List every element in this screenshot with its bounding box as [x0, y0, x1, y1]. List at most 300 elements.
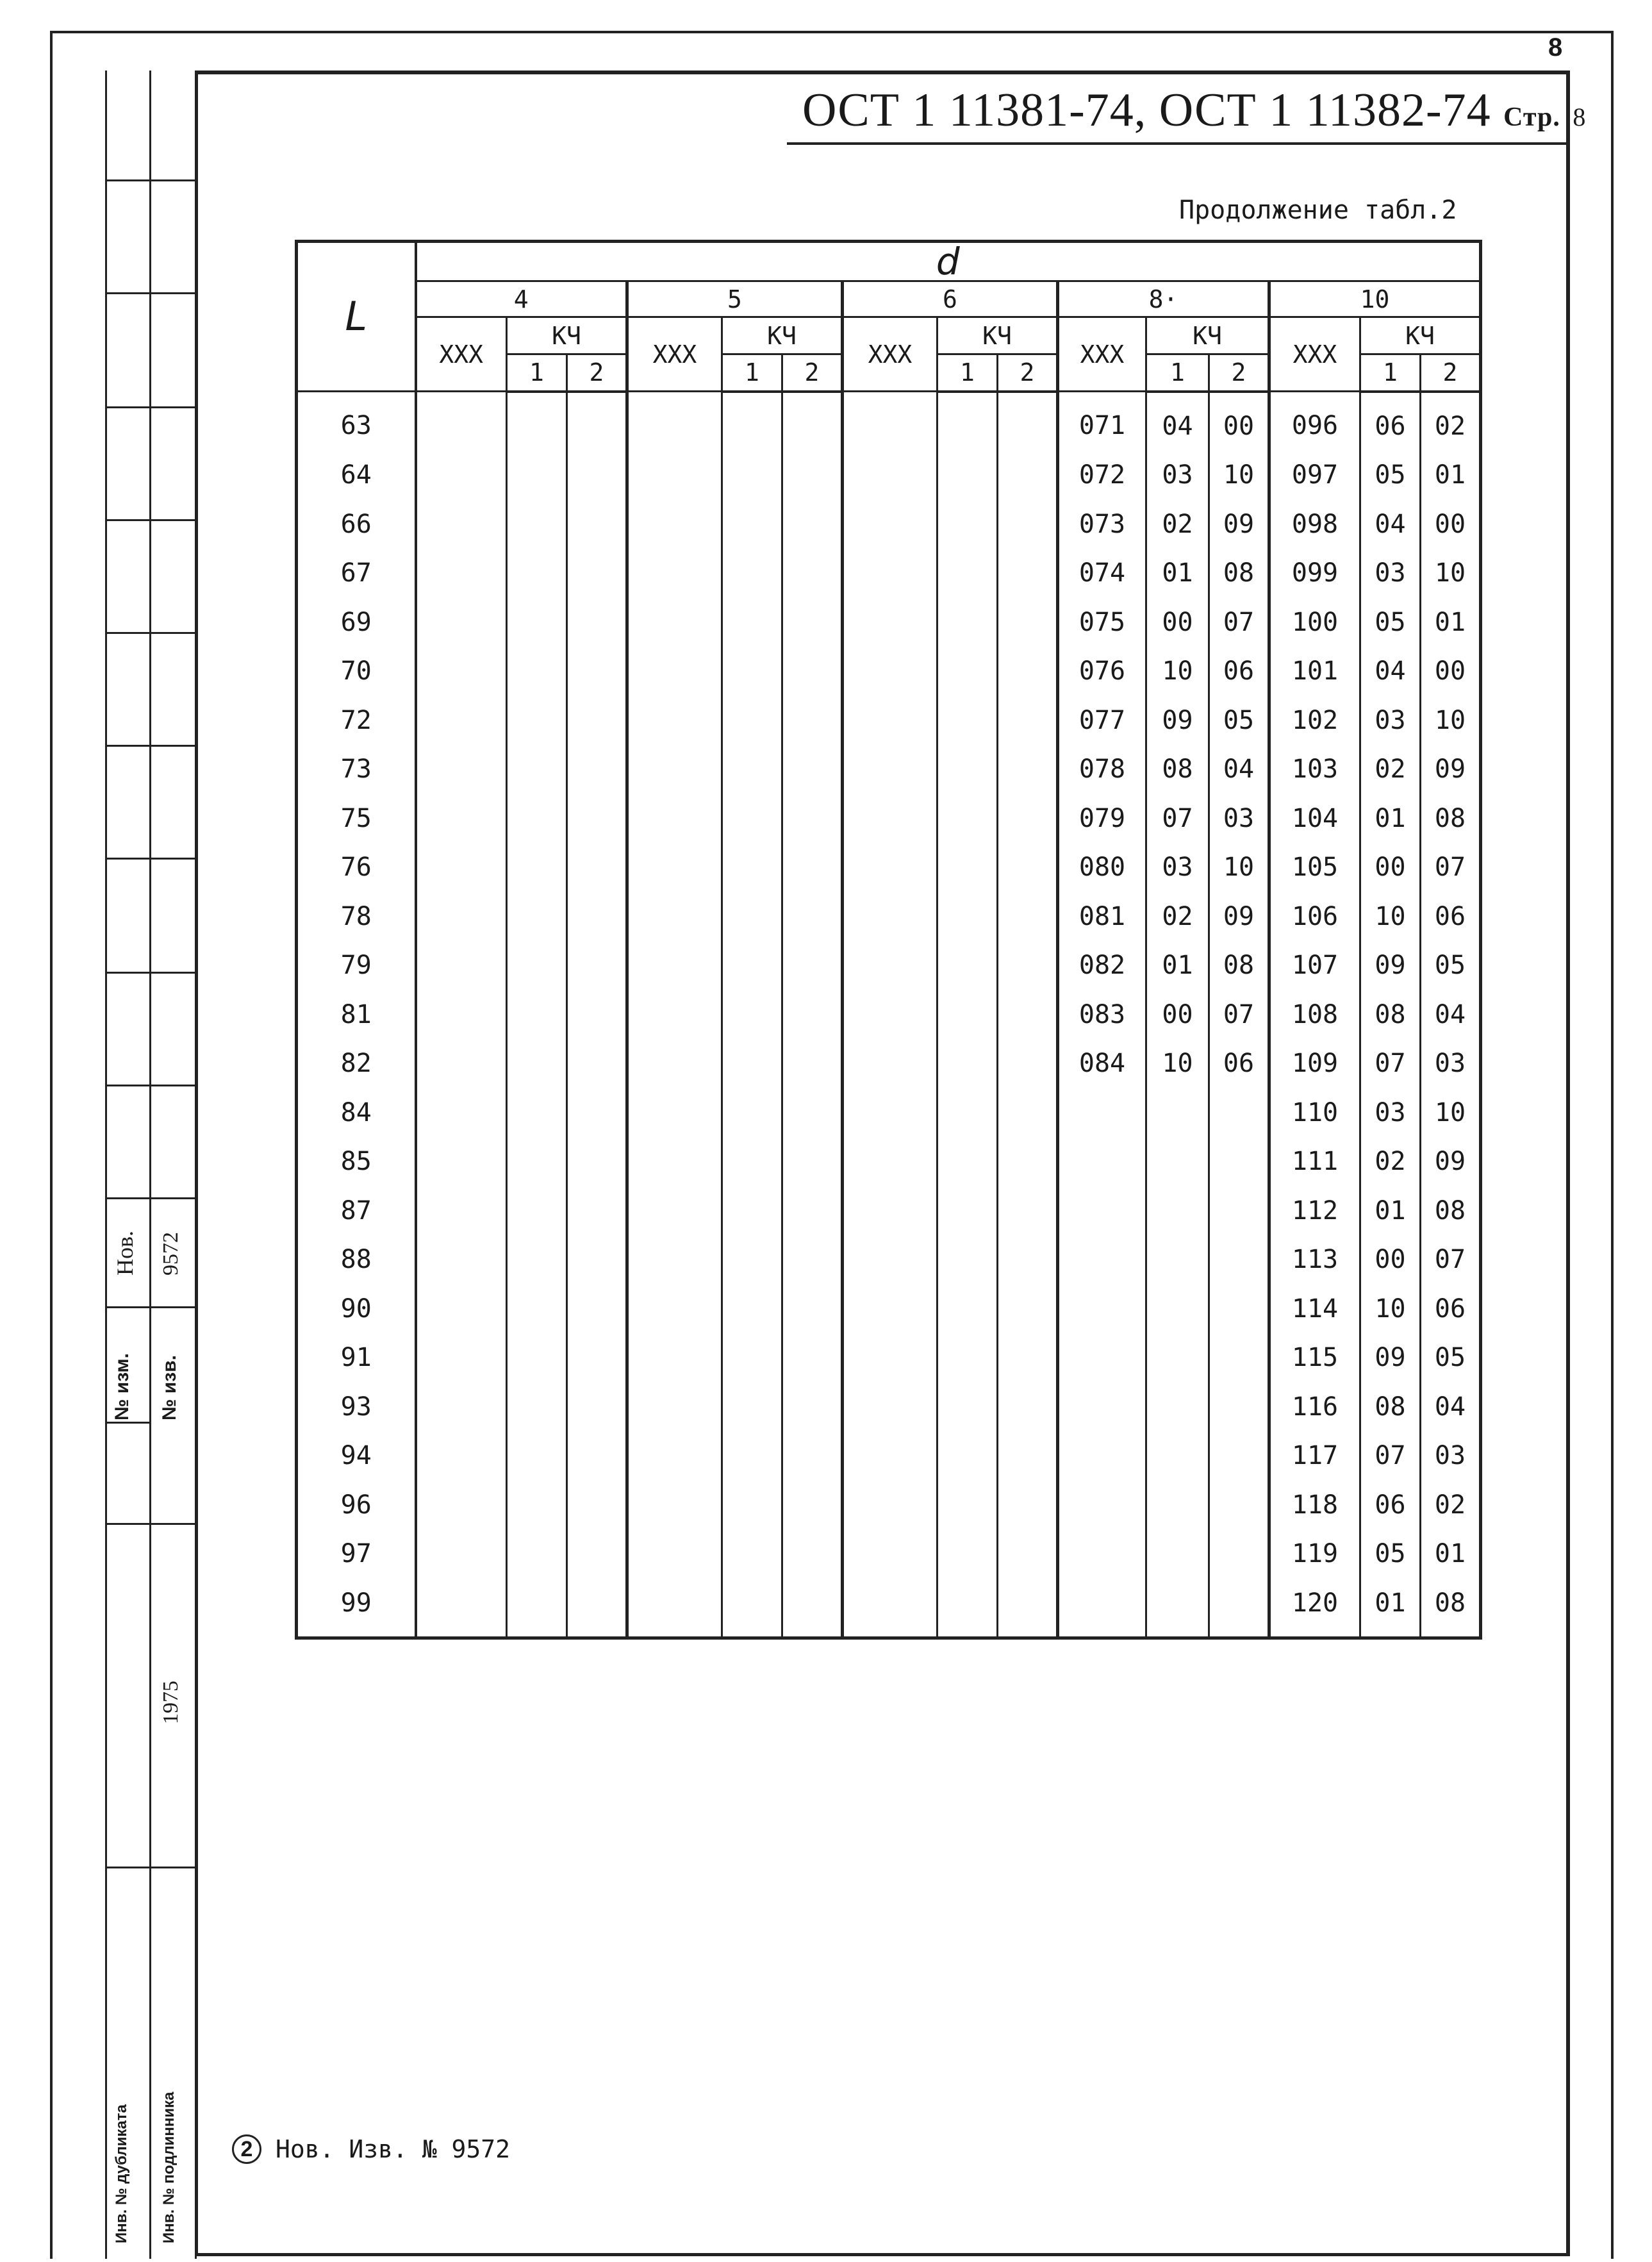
cell-kch [722, 1431, 782, 1481]
kch-sub-header: 1 [938, 354, 998, 392]
cell-kch [782, 1186, 843, 1236]
cell-xxx [416, 1333, 507, 1383]
cell-xxx [627, 451, 722, 500]
cell-kch [938, 1481, 998, 1530]
cell-l: 88 [297, 1235, 416, 1285]
table-row [297, 1481, 1481, 1530]
cell-xxx [627, 598, 722, 647]
cell-l: 93 [297, 1383, 416, 1432]
cell-kch [722, 892, 782, 942]
cell-xxx: 100 [1269, 598, 1360, 647]
cell-kch [1209, 1579, 1269, 1638]
column-header-d: d [416, 242, 1481, 281]
table-row [297, 941, 1481, 990]
cell-xxx [627, 794, 722, 844]
cell-kch: 10 [1209, 451, 1269, 500]
cell-kch: 03 [1360, 696, 1421, 745]
cell-xxx: 097 [1269, 451, 1360, 500]
cell-kch [938, 1333, 998, 1383]
cell-kch [1146, 1383, 1209, 1432]
cell-kch [998, 1481, 1058, 1530]
cell-xxx [416, 1579, 507, 1638]
cell-xxx: 082 [1058, 941, 1146, 990]
page-number: 8 [1573, 103, 1587, 131]
cell-xxx [416, 1039, 507, 1088]
cell-xxx: 108 [1269, 990, 1360, 1040]
cell-kch [567, 1088, 627, 1138]
table-row [297, 1137, 1481, 1186]
cell-kch: 04 [1146, 392, 1209, 451]
cell-kch [782, 745, 843, 794]
cell-kch [782, 598, 843, 647]
cell-xxx [843, 1579, 938, 1638]
cell-kch: 08 [1209, 941, 1269, 990]
cell-kch: 10 [1421, 1088, 1481, 1138]
cell-kch: 09 [1421, 745, 1481, 794]
cell-xxx [843, 598, 938, 647]
cell-kch [782, 1235, 843, 1285]
cell-xxx [843, 1088, 938, 1138]
side-strip-outer-column [105, 71, 151, 2259]
cell-kch [567, 794, 627, 844]
cell-kch [782, 1088, 843, 1138]
cell-xxx [627, 1137, 722, 1186]
cell-kch: 04 [1360, 647, 1421, 696]
cell-xxx [627, 1579, 722, 1638]
cell-kch [1209, 1235, 1269, 1285]
cell-kch: 03 [1360, 1088, 1421, 1138]
cell-kch [1146, 1579, 1209, 1638]
cell-xxx [416, 647, 507, 696]
cell-l: 69 [297, 598, 416, 647]
table-row [297, 549, 1481, 598]
cell-xxx [843, 843, 938, 892]
cell-kch [998, 892, 1058, 942]
cell-xxx [416, 990, 507, 1040]
strip-divider [105, 1523, 195, 1525]
cell-kch [782, 892, 843, 942]
cell-kch [782, 549, 843, 598]
cell-xxx: 072 [1058, 451, 1146, 500]
cell-kch: 00 [1360, 1235, 1421, 1285]
cell-xxx [416, 794, 507, 844]
cell-kch: 09 [1421, 1137, 1481, 1186]
cell-kch [1146, 1529, 1209, 1579]
cell-kch [998, 794, 1058, 844]
cell-l: 81 [297, 990, 416, 1040]
cell-xxx [416, 745, 507, 794]
izv-number: 9572 [159, 1232, 183, 1276]
cell-kch: 07 [1360, 1431, 1421, 1481]
cell-kch [567, 990, 627, 1040]
kch-sub-header: 1 [722, 354, 782, 392]
cell-xxx: 079 [1058, 794, 1146, 844]
table-row [297, 843, 1481, 892]
cell-kch [722, 1235, 782, 1285]
cell-kch [722, 1481, 782, 1530]
cell-kch [938, 1186, 998, 1236]
cell-xxx [627, 892, 722, 942]
year-stamp: 1975 [159, 1681, 183, 1724]
cell-l: 99 [297, 1579, 416, 1638]
cell-kch [782, 990, 843, 1040]
cell-kch [782, 451, 843, 500]
cell-kch: 05 [1421, 941, 1481, 990]
cell-kch [998, 451, 1058, 500]
kch-sub-header: 2 [567, 354, 627, 392]
cell-kch [938, 1579, 998, 1638]
cell-kch [567, 1383, 627, 1432]
strip-divider [105, 179, 195, 181]
cell-kch [938, 1383, 998, 1432]
cell-xxx [1058, 1431, 1146, 1481]
cell-kch [507, 892, 567, 942]
cell-kch: 10 [1146, 647, 1209, 696]
cell-xxx [627, 990, 722, 1040]
kch-header: КЧ [722, 317, 843, 354]
cell-xxx [627, 843, 722, 892]
cell-kch [567, 549, 627, 598]
strip-divider [105, 632, 195, 634]
cell-kch: 00 [1209, 392, 1269, 451]
cell-kch [782, 500, 843, 549]
cell-kch [507, 1529, 567, 1579]
cell-xxx: 074 [1058, 549, 1146, 598]
cell-xxx [843, 392, 938, 451]
cell-kch [507, 1088, 567, 1138]
cell-kch [782, 794, 843, 844]
cell-l: 94 [297, 1431, 416, 1481]
cell-kch: 07 [1421, 843, 1481, 892]
cell-kch [782, 647, 843, 696]
cell-kch [938, 1039, 998, 1088]
cell-kch [1209, 1431, 1269, 1481]
cell-kch [722, 941, 782, 990]
cell-kch [1146, 1333, 1209, 1383]
cell-xxx: 107 [1269, 941, 1360, 990]
cell-kch [782, 941, 843, 990]
strip-divider [105, 519, 195, 521]
cell-xxx [843, 451, 938, 500]
cell-kch [567, 1431, 627, 1481]
cell-xxx [1058, 1285, 1146, 1334]
cell-xxx [627, 1431, 722, 1481]
cell-kch [998, 1579, 1058, 1638]
kch-header: КЧ [1360, 317, 1481, 354]
cell-l: 78 [297, 892, 416, 942]
cell-kch [998, 1333, 1058, 1383]
izv-label: № изв. [159, 1355, 180, 1420]
cell-kch [782, 1137, 843, 1186]
cell-kch: 01 [1360, 1186, 1421, 1236]
cell-kch [782, 843, 843, 892]
cell-kch: 00 [1421, 647, 1481, 696]
cell-kch [998, 1529, 1058, 1579]
cell-kch [507, 1235, 567, 1285]
cell-kch: 05 [1360, 451, 1421, 500]
cell-xxx: 080 [1058, 843, 1146, 892]
cell-kch [998, 745, 1058, 794]
cell-kch: 04 [1360, 500, 1421, 549]
izm-label: № изм. [112, 1353, 133, 1420]
d-value-header: 6 [843, 281, 1058, 317]
cell-kch: 06 [1360, 392, 1421, 451]
cell-kch [938, 1137, 998, 1186]
cell-l: 87 [297, 1186, 416, 1236]
cell-kch [722, 843, 782, 892]
cell-kch [938, 647, 998, 696]
footer-note-text: Нов. Изв. № 9572 [276, 2135, 511, 2163]
cell-kch [782, 1333, 843, 1383]
cell-l: 72 [297, 696, 416, 745]
cell-kch [722, 1088, 782, 1138]
cell-xxx [416, 1481, 507, 1530]
cell-kch [1209, 1383, 1269, 1432]
cell-kch: 01 [1360, 794, 1421, 844]
cell-kch: 00 [1421, 500, 1481, 549]
cell-xxx [416, 843, 507, 892]
cell-xxx [416, 1285, 507, 1334]
cell-xxx: 104 [1269, 794, 1360, 844]
cell-kch [507, 843, 567, 892]
cell-xxx [843, 647, 938, 696]
cell-kch [938, 1529, 998, 1579]
cell-xxx [1058, 1481, 1146, 1530]
cell-kch: 03 [1360, 549, 1421, 598]
cell-xxx: 101 [1269, 647, 1360, 696]
cell-xxx [843, 1285, 938, 1334]
cell-l: 63 [297, 392, 416, 451]
cell-xxx [1058, 1333, 1146, 1383]
cell-kch: 09 [1360, 941, 1421, 990]
cell-kch [782, 1431, 843, 1481]
cell-kch: 10 [1209, 843, 1269, 892]
cell-kch [567, 1186, 627, 1236]
cell-xxx [416, 1383, 507, 1432]
table-row [297, 990, 1481, 1040]
cell-kch: 10 [1146, 1039, 1209, 1088]
cell-kch [1146, 1088, 1209, 1138]
cell-xxx [627, 500, 722, 549]
cell-xxx [416, 696, 507, 745]
strip-divider [105, 858, 195, 860]
cell-kch [938, 598, 998, 647]
cell-xxx [416, 1235, 507, 1285]
cell-kch: 04 [1209, 745, 1269, 794]
cell-kch [722, 794, 782, 844]
cell-xxx [627, 647, 722, 696]
cell-kch: 00 [1146, 990, 1209, 1040]
cell-kch: 09 [1146, 696, 1209, 745]
cell-kch [507, 1481, 567, 1530]
table-row [297, 1235, 1481, 1285]
cell-kch: 03 [1209, 794, 1269, 844]
cell-xxx [627, 1088, 722, 1138]
cell-xxx [416, 1431, 507, 1481]
cell-xxx: 110 [1269, 1088, 1360, 1138]
cell-xxx: 073 [1058, 500, 1146, 549]
cell-xxx: 114 [1269, 1285, 1360, 1334]
cell-xxx: 098 [1269, 500, 1360, 549]
strip-divider [105, 745, 195, 747]
cell-kch: 02 [1360, 745, 1421, 794]
xxx-header: XXX [1269, 317, 1360, 392]
cell-kch [938, 451, 998, 500]
cell-kch: 02 [1360, 1137, 1421, 1186]
cell-kch [998, 990, 1058, 1040]
cell-kch: 02 [1421, 392, 1481, 451]
cell-kch [722, 1383, 782, 1432]
cell-xxx [416, 392, 507, 451]
cell-kch [938, 1088, 998, 1138]
cell-kch [998, 1039, 1058, 1088]
cell-kch [1146, 1285, 1209, 1334]
side-strip-inner-column [149, 71, 197, 2259]
cell-l: 73 [297, 745, 416, 794]
cell-kch [1209, 1137, 1269, 1186]
cell-xxx [1058, 1137, 1146, 1186]
table-row [297, 500, 1481, 549]
table-row [297, 1383, 1481, 1432]
cell-kch: 06 [1421, 1285, 1481, 1334]
cell-xxx: 078 [1058, 745, 1146, 794]
strip-divider [105, 1085, 195, 1086]
cell-kch [507, 598, 567, 647]
table-row [297, 745, 1481, 794]
corner-page-number: 8 [1548, 33, 1563, 62]
cell-xxx [627, 392, 722, 451]
cell-kch: 09 [1209, 892, 1269, 942]
cell-kch [782, 1529, 843, 1579]
nov-label: Нов. [112, 1231, 138, 1276]
d-value-header: 10 [1269, 281, 1481, 317]
cell-kch [507, 1383, 567, 1432]
cell-xxx [416, 941, 507, 990]
cell-kch [998, 598, 1058, 647]
cell-xxx [627, 1285, 722, 1334]
cell-l: 76 [297, 843, 416, 892]
cell-kch [567, 1579, 627, 1638]
table-row [297, 1431, 1481, 1481]
kch-sub-header: 1 [1360, 354, 1421, 392]
cell-kch [507, 500, 567, 549]
cell-kch [1209, 1285, 1269, 1334]
cell-kch [507, 392, 567, 451]
cell-kch [567, 1529, 627, 1579]
cell-kch: 02 [1421, 1481, 1481, 1530]
cell-xxx [843, 696, 938, 745]
table-row [297, 892, 1481, 942]
cell-kch [782, 1285, 843, 1334]
cell-kch [567, 843, 627, 892]
cell-kch [567, 696, 627, 745]
cell-kch [567, 941, 627, 990]
cell-kch [567, 892, 627, 942]
cell-xxx [416, 598, 507, 647]
kch-sub-header: 2 [782, 354, 843, 392]
cell-kch: 06 [1421, 892, 1481, 942]
cell-xxx: 096 [1269, 392, 1360, 451]
cell-xxx: 111 [1269, 1137, 1360, 1186]
cell-xxx: 106 [1269, 892, 1360, 942]
footer-note [232, 2134, 510, 2164]
cell-kch: 03 [1146, 843, 1209, 892]
cell-kch [998, 1088, 1058, 1138]
cell-xxx: 083 [1058, 990, 1146, 1040]
cell-xxx [416, 1137, 507, 1186]
table-row [297, 1088, 1481, 1138]
cell-kch [722, 1137, 782, 1186]
cell-kch: 01 [1421, 1529, 1481, 1579]
cell-kch: 05 [1360, 598, 1421, 647]
d-value-header: 5 [627, 281, 843, 317]
cell-kch [998, 696, 1058, 745]
cell-xxx [843, 745, 938, 794]
cell-kch: 01 [1146, 549, 1209, 598]
inv-podl-label: Инв. № подлинника [160, 2092, 178, 2243]
table-row [297, 1529, 1481, 1579]
cell-kch [938, 843, 998, 892]
cell-kch: 04 [1421, 1383, 1481, 1432]
cell-kch [938, 500, 998, 549]
table-row [297, 451, 1481, 500]
cell-xxx [1058, 1235, 1146, 1285]
cell-kch [567, 647, 627, 696]
d-value-header: 8· [1058, 281, 1269, 317]
cell-kch [782, 392, 843, 451]
cell-kch: 08 [1421, 794, 1481, 844]
cell-xxx: 118 [1269, 1481, 1360, 1530]
cell-kch [938, 745, 998, 794]
cell-xxx [843, 941, 938, 990]
cell-kch [998, 647, 1058, 696]
cell-kch [722, 647, 782, 696]
cell-xxx [627, 1529, 722, 1579]
cell-l: 96 [297, 1481, 416, 1530]
cell-kch: 07 [1421, 1235, 1481, 1285]
cell-kch [1209, 1333, 1269, 1383]
cell-kch [507, 1333, 567, 1383]
cell-kch: 05 [1421, 1333, 1481, 1383]
cell-kch: 01 [1421, 598, 1481, 647]
cell-kch: 03 [1146, 451, 1209, 500]
cell-xxx [843, 990, 938, 1040]
cell-xxx: 081 [1058, 892, 1146, 942]
cell-xxx [627, 1383, 722, 1432]
cell-kch [507, 941, 567, 990]
cell-kch: 08 [1421, 1186, 1481, 1236]
xxx-header: XXX [843, 317, 938, 392]
document-title: ОСТ 1 11381-74, ОСТ 1 11382-74 [802, 84, 1491, 137]
cell-kch [938, 941, 998, 990]
cell-xxx [416, 1529, 507, 1579]
cell-kch: 08 [1360, 1383, 1421, 1432]
cell-xxx [843, 1186, 938, 1236]
cell-kch [998, 843, 1058, 892]
table-row [297, 1333, 1481, 1383]
cell-kch [507, 451, 567, 500]
cell-kch [722, 1579, 782, 1638]
strip-divider [105, 1867, 195, 1868]
cell-xxx [416, 892, 507, 942]
cell-xxx [843, 892, 938, 942]
cell-xxx: 112 [1269, 1186, 1360, 1236]
strip-divider [105, 972, 195, 974]
cell-kch [507, 1186, 567, 1236]
revision-circle-number: 2 [232, 2134, 261, 2164]
strip-divider [105, 292, 195, 294]
cell-l: 79 [297, 941, 416, 990]
